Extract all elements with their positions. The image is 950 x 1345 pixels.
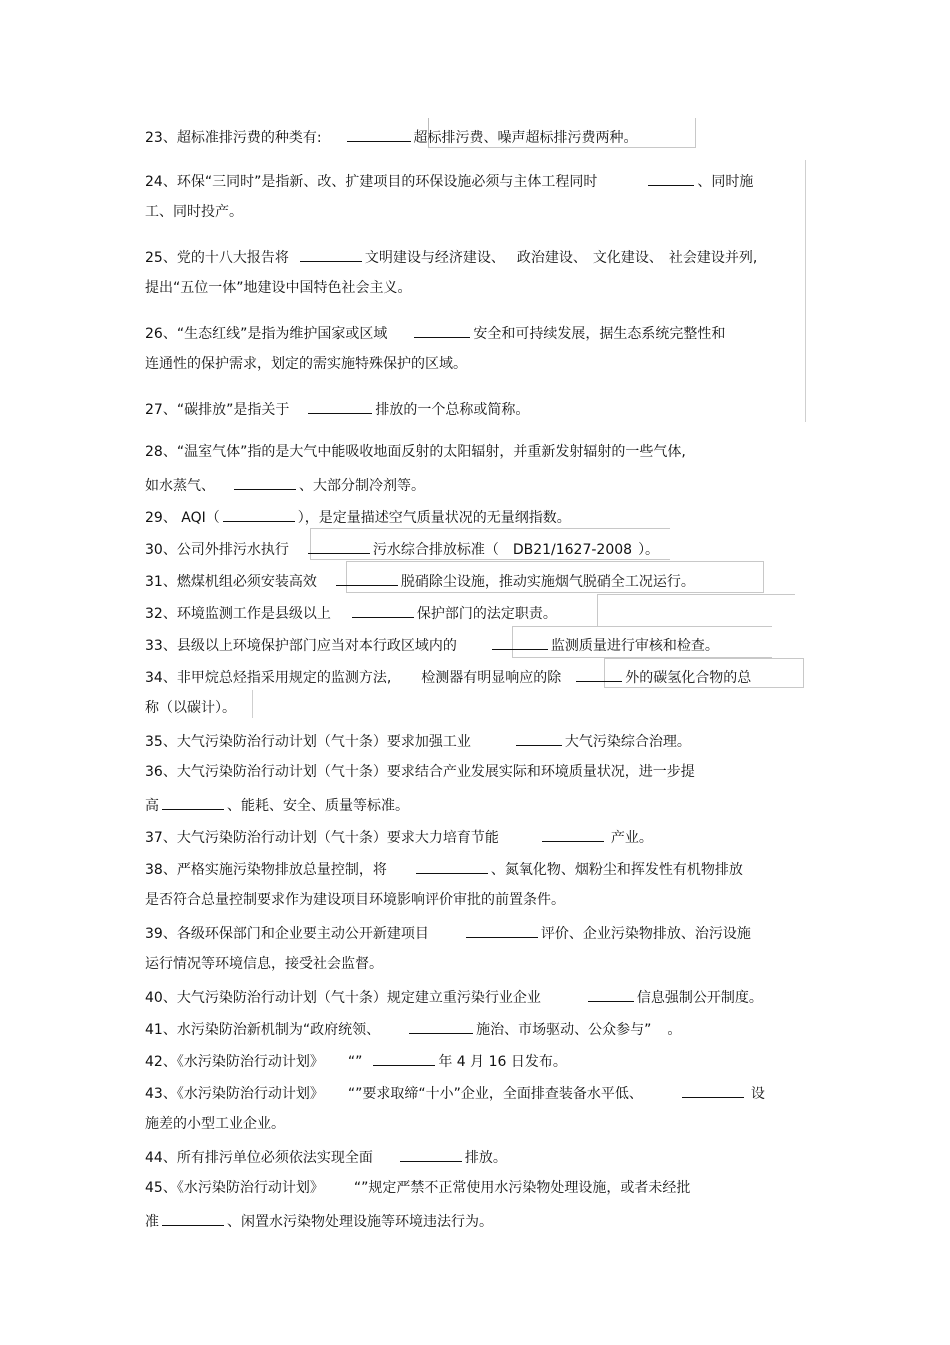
question-text: “”规定严禁不正常使用水污染物处理设施，或者未经批 xyxy=(353,1180,691,1196)
question-text: 污水综合排放标准（ xyxy=(372,542,499,558)
question-text: “” xyxy=(347,1054,363,1070)
answer-blank[interactable] xyxy=(223,507,295,522)
question-text: 、氮氧化物、烟粉尘和挥发性有机物排放 xyxy=(490,862,743,878)
question-37 xyxy=(145,827,653,847)
answer-blank[interactable] xyxy=(347,127,411,142)
answer-blank[interactable] xyxy=(308,399,372,414)
question-45 xyxy=(145,1179,690,1197)
question-text: 43、《水污染防治行动计划》 xyxy=(145,1086,324,1102)
question-24-cont xyxy=(145,203,243,221)
question-text: 31、燃煤机组必须安装高效 xyxy=(145,574,317,590)
question-27 xyxy=(145,399,529,419)
question-text: 施治、市场驱动、公众参与” xyxy=(476,1022,652,1038)
question-41 xyxy=(145,1019,681,1039)
question-25 xyxy=(145,247,757,267)
question-23 xyxy=(145,127,638,147)
question-text: 政治建设、 xyxy=(516,250,587,266)
question-text: 文明建设与经济建设、 xyxy=(364,250,505,266)
question-text: 运行情况等环境信息，接受社会监督。 xyxy=(145,956,383,972)
question-39-cont xyxy=(145,955,383,973)
question-text: 工、同时投产。 xyxy=(145,204,243,220)
question-34 xyxy=(145,667,751,687)
question-text: “”要求取缔“十小”企业，全面排查装备水平低、 xyxy=(347,1086,643,1102)
answer-blank[interactable] xyxy=(466,923,538,938)
standard-code: DB21/1627-2008 xyxy=(512,542,633,558)
answer-blank[interactable] xyxy=(409,1019,473,1034)
scan-frame xyxy=(597,594,795,626)
question-text: 是否符合总量控制要求作为建设项目环境影响评价审批的前置条件。 xyxy=(145,892,565,908)
question-text: 社会建设并列, xyxy=(668,250,758,266)
question-text: 28、“温室气体”指的是大气中能吸收地面反射的太阳辐射，并重新发射辐射的一些气体, xyxy=(145,444,686,460)
question-43 xyxy=(145,1083,765,1103)
question-text: 32、环境监测工作是县级以上 xyxy=(145,606,331,622)
question-text: 、闲置水污染物处理设施等环境违法行为。 xyxy=(227,1214,493,1230)
question-text: 37、大气污染防治行动计划（气十条）要求大力培育节能 xyxy=(145,830,499,846)
question-text: 33、县级以上环境保护部门应当对本行政区域内的 xyxy=(145,638,457,654)
question-text: 排放。 xyxy=(464,1150,507,1166)
question-text: 监测质量进行审核和检查。 xyxy=(550,638,719,654)
question-text: 44、所有排污单位必须依法实现全面 xyxy=(145,1150,373,1166)
question-text: 称（以碳计）。 xyxy=(145,700,236,716)
answer-blank[interactable] xyxy=(414,323,470,338)
question-34-cont xyxy=(145,699,236,717)
question-text: 连通性的保护需求，划定的需实施特殊保护的区域。 xyxy=(145,356,467,372)
question-text: 外的碳氢化合物的总 xyxy=(625,670,752,686)
answer-blank[interactable] xyxy=(336,571,398,586)
answer-blank[interactable] xyxy=(682,1083,744,1098)
question-text: 、大部分制冷剂等。 xyxy=(299,478,425,494)
question-text: 安全和可持续发展，据生态系统完整性和 xyxy=(473,326,726,342)
question-text: 36、大气污染防治行动计划（气十条）要求结合产业发展实际和环境质量状况，进一步提 xyxy=(145,764,695,780)
question-text: 、同时施 xyxy=(697,174,754,190)
question-28-cont xyxy=(145,475,425,495)
question-text: ）。 xyxy=(638,542,660,558)
question-text: 30、公司外排污水执行 xyxy=(145,542,289,558)
scan-frame xyxy=(252,690,254,718)
question-35 xyxy=(145,731,691,751)
answer-blank[interactable] xyxy=(542,827,604,842)
question-text: 如水蒸气、 xyxy=(145,478,215,494)
question-text: 29、 AQI（ xyxy=(145,510,220,526)
question-30 xyxy=(145,539,659,559)
question-text: 设 xyxy=(750,1086,765,1102)
question-text: 提出“五位一体”地建设中国特色社会主义。 xyxy=(145,280,412,296)
question-text: 信息强制公开制度。 xyxy=(636,990,763,1006)
answer-blank[interactable] xyxy=(416,859,488,874)
question-text: 。 xyxy=(667,1022,682,1038)
question-text: 文化建设、 xyxy=(592,250,663,266)
question-26-cont xyxy=(145,355,467,373)
question-31 xyxy=(145,571,695,591)
question-text: 评价、企业污染物排放、治污设施 xyxy=(540,926,751,942)
answer-blank[interactable] xyxy=(576,667,622,682)
question-36-cont xyxy=(145,795,409,815)
question-24 xyxy=(145,171,753,191)
question-text: 高 xyxy=(145,798,159,814)
question-text: 25、党的十八大报告将 xyxy=(145,250,289,266)
question-text: 26、“生态红线”是指为维护国家或区域 xyxy=(145,326,388,342)
answer-blank[interactable] xyxy=(162,1211,224,1226)
question-text: 38、严格实施污染物排放总量控制，将 xyxy=(145,862,387,878)
question-text: 27、“碳排放”是指关于 xyxy=(145,402,290,418)
answer-blank[interactable] xyxy=(588,987,634,1002)
answer-blank[interactable] xyxy=(492,635,548,650)
question-text: 年 4 月 16 日发布。 xyxy=(438,1054,567,1070)
answer-blank[interactable] xyxy=(352,603,414,618)
question-text: 41、水污染防治新机制为“政府统领、 xyxy=(145,1022,381,1038)
question-26 xyxy=(145,323,725,343)
answer-blank[interactable] xyxy=(162,795,224,810)
question-text: 34、非甲烷总烃指采用规定的监测方法, xyxy=(145,670,392,686)
question-text: 35、大气污染防治行动计划（气十条）要求加强工业 xyxy=(145,734,471,750)
question-text: 脱硝除尘设施，推动实施烟气脱硝全工况运行。 xyxy=(400,574,695,590)
question-40 xyxy=(145,987,763,1007)
question-36 xyxy=(145,763,695,781)
question-text: 39、各级环保部门和企业要主动公开新建项目 xyxy=(145,926,429,942)
question-text: 42、《水污染防治行动计划》 xyxy=(145,1054,324,1070)
question-text: ），是定量描述空气质量状况的无量纲指数。 xyxy=(297,510,571,526)
question-text: 保护部门的法定职责。 xyxy=(416,606,557,622)
question-44 xyxy=(145,1147,507,1167)
question-text: 超标排污费、噪声超标排污费两种。 xyxy=(413,130,638,146)
question-text: 大气污染综合治理。 xyxy=(564,734,691,750)
answer-blank[interactable] xyxy=(400,1147,462,1162)
question-42 xyxy=(145,1051,567,1071)
question-39 xyxy=(145,923,751,943)
answer-blank[interactable] xyxy=(300,247,362,262)
scan-frame xyxy=(805,160,807,422)
question-text: 45、《水污染防治行动计划》 xyxy=(145,1180,324,1196)
question-text: 施差的小型工业企业。 xyxy=(145,1116,285,1132)
question-25-cont xyxy=(145,279,412,297)
question-text: 40、大气污染防治行动计划（气十条）规定建立重污染行业企业 xyxy=(145,990,541,1006)
question-text: 检测器有明显响应的除 xyxy=(421,670,562,686)
question-45-cont xyxy=(145,1211,493,1231)
question-38-cont xyxy=(145,891,565,909)
question-32 xyxy=(145,603,557,623)
question-text: 产业。 xyxy=(610,830,653,846)
answer-blank[interactable] xyxy=(308,539,370,554)
question-text: 24、环保“三同时”是指新、改、扩建项目的环保设施必须与主体工程同时 xyxy=(145,174,598,190)
question-28 xyxy=(145,443,686,461)
answer-blank[interactable] xyxy=(516,731,562,746)
answer-blank[interactable] xyxy=(234,475,296,490)
question-33 xyxy=(145,635,719,655)
question-43-cont xyxy=(145,1115,285,1133)
question-38 xyxy=(145,859,743,879)
question-text: 准 xyxy=(145,1214,159,1230)
question-text: 、能耗、安全、质量等标准。 xyxy=(227,798,409,814)
question-29 xyxy=(145,507,571,527)
answer-blank[interactable] xyxy=(373,1051,435,1066)
question-text: 排放的一个总称或简称。 xyxy=(375,402,530,418)
answer-blank[interactable] xyxy=(648,171,694,186)
question-text: 23、超标准排污费的种类有: xyxy=(145,130,322,146)
